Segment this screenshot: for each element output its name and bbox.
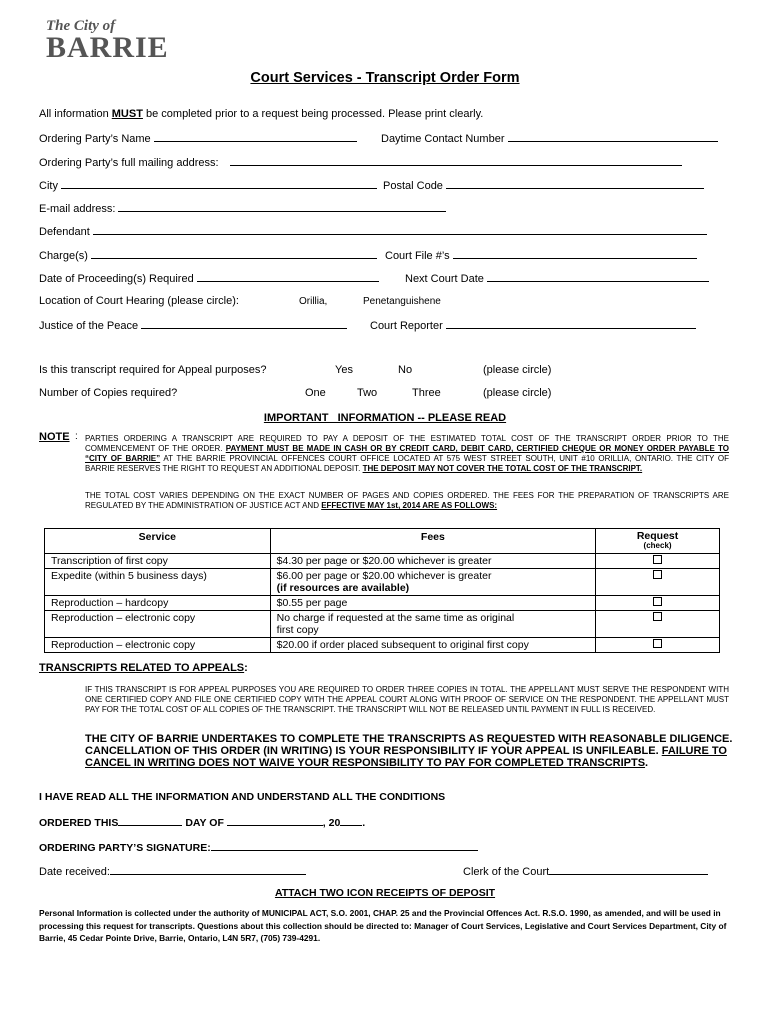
- charges-label: Charge(s): [39, 250, 88, 262]
- date-proceeding-field[interactable]: [39, 271, 379, 285]
- table-row: [45, 569, 720, 596]
- logo-line2: BARRIE: [46, 31, 169, 64]
- clerk-field[interactable]: [463, 864, 708, 878]
- postal-code-blank[interactable]: [446, 178, 704, 189]
- location-option-penetanguishene[interactable]: Penetanguishene: [363, 296, 441, 307]
- postal-code-field[interactable]: [383, 178, 704, 192]
- deposit-warning: THE DEPOSIT MAY NOT COVER THE TOTAL COST OF THE TRANSCRIPT.: [362, 464, 643, 473]
- court-reporter-label: Court Reporter: [370, 320, 443, 332]
- date-received-blank[interactable]: [110, 864, 306, 875]
- service-cell: Expedite (within 5 business days): [45, 569, 271, 596]
- email-label: E-mail address:: [39, 203, 116, 215]
- city-logo: [46, 18, 169, 65]
- note-label: NOTE: [39, 431, 70, 443]
- ordering-party-name-blank[interactable]: [154, 131, 357, 142]
- read-all-statement: I HAVE READ ALL THE INFORMATION AND UNDERSTAND ALL THE CONDITIONS: [39, 791, 446, 803]
- postal-code-label: Postal Code: [383, 180, 443, 192]
- justice-field[interactable]: [39, 318, 347, 332]
- charges-field[interactable]: [39, 248, 377, 262]
- payment-methods: PAYMENT MUST BE MADE IN CASH OR BY CREDIT CARD, DEBIT CARD, CERTIFIED CHEQUE OR MONEY ORDER PAYABLE TO “CITY OF BARRIE”: [85, 444, 729, 463]
- appeal-question: Is this transcript required for Appeal purposes?: [39, 364, 267, 376]
- signature-label: ORDERING PARTY’S SIGNATURE:: [39, 842, 211, 854]
- request-checkbox[interactable]: [653, 555, 662, 564]
- ordered-line[interactable]: ORDERED THIS DAY OF , 20 .: [39, 817, 366, 829]
- defendant-blank[interactable]: [93, 224, 707, 235]
- city-label: City: [39, 180, 58, 192]
- mailing-address-field[interactable]: [39, 155, 682, 169]
- date-proceeding-label: Date of Proceeding(s) Required: [39, 273, 194, 285]
- request-checkbox[interactable]: [653, 612, 662, 621]
- ordered-day-blank[interactable]: [118, 815, 182, 826]
- must-emphasis: MUST: [111, 108, 143, 120]
- fee-cell: $4.30 per page or $20.00 whichever is greater: [270, 554, 595, 569]
- table-row: [45, 554, 720, 569]
- justice-label: Justice of the Peace: [39, 320, 139, 332]
- email-blank[interactable]: [118, 201, 446, 212]
- fees-table: [44, 528, 720, 653]
- fee-cell: No charge if requested at the same time as original first copy: [270, 611, 595, 638]
- note-colon: :: [75, 431, 78, 442]
- request-checkbox[interactable]: [653, 570, 662, 579]
- next-court-date-field[interactable]: [405, 271, 709, 285]
- fees-header: Fees: [270, 529, 595, 554]
- request-header: Request (check): [596, 529, 720, 554]
- city-blank[interactable]: [61, 178, 377, 189]
- copies-two-option[interactable]: Two: [357, 387, 378, 399]
- fee-cell: $0.55 per page: [270, 596, 595, 611]
- request-checkbox[interactable]: [653, 639, 662, 648]
- court-file-blank[interactable]: [453, 248, 697, 259]
- appeal-yes-option[interactable]: Yes: [335, 364, 353, 376]
- form-title: Court Services - Transcript Order Form: [250, 70, 520, 86]
- clerk-label: Clerk of the Court: [463, 866, 550, 878]
- mailing-address-label: Ordering Party’s full mailing address:: [39, 157, 219, 169]
- daytime-contact-blank[interactable]: [508, 131, 718, 142]
- copies-circle-hint: (please circle): [483, 387, 552, 399]
- appeals-heading: TRANSCRIPTS RELATED TO APPEALS:: [39, 662, 248, 674]
- court-reporter-blank[interactable]: [446, 318, 696, 329]
- justice-blank[interactable]: [141, 318, 347, 329]
- charges-blank[interactable]: [91, 248, 377, 259]
- city-field[interactable]: [39, 178, 377, 192]
- request-checkbox[interactable]: [653, 597, 662, 606]
- daytime-contact-label: Daytime Contact Number: [381, 133, 505, 145]
- privacy-footer: Personal Information is collected under the authority of MUNICIPAL ACT, S.O. 2001, CHAP. 25 and the Provincial Offences Act. R.S.O. 1990, as amended, and will be used in processing this request for transcripts. Questions about this collection should be directed to: Manager of Court Services, Legislative and Court Services Department, City of Barrie, 45 Cedar Pointe Drive, Barrie, Ontario, L4N 5R7, (705) 739-4291.: [39, 908, 727, 943]
- note-paragraph-1: PARTIES ORDERING A TRANSCRIPT ARE REQUIRED TO PAY A DEPOSIT OF THE ESTIMATED TOTAL COST OF THE TRANSCRIPT ORDER PRIOR TO THE COMMENCEMENT OF THE ORDER. PAYMENT MUST BE MADE IN CASH OR BY CREDIT CARD, DEBIT CARD, CERTIFIED CHEQUE OR MONEY ORDER PAYABLE TO “CITY OF BARRIE” AT THE BARRIE PROVINCIAL OFFENCES COURT OFFICE LOCATED AT 575 WEST STREET SOUTH, UNIT #10 ORILLIA, ONTARIO. THE CITY OF BARRIE RESERVES THE RIGHT TO REQUEST AN ADDITIONAL DEPOSIT. THE DEPOSIT MAY NOT COVER THE TOTAL COST OF THE TRANSCRIPT.: [85, 434, 729, 473]
- email-field[interactable]: [39, 201, 446, 215]
- table-row: [45, 638, 720, 653]
- effective-date: EFFECTIVE MAY 1st, 2014 ARE AS FOLLOWS:: [321, 501, 498, 510]
- defendant-label: Defendant: [39, 226, 90, 238]
- copies-three-option[interactable]: Three: [412, 387, 441, 399]
- important-heading: IMPORTANT INFORMATION -- PLEASE READ: [263, 412, 507, 424]
- next-court-date-label: Next Court Date: [405, 273, 484, 285]
- ordered-month-blank[interactable]: [227, 815, 323, 826]
- fee-cell: $6.00 per page or $20.00 whichever is greater (if resources are available): [270, 569, 595, 596]
- fee-cell: $20.00 if order placed subsequent to original first copy: [270, 638, 595, 653]
- date-proceeding-blank[interactable]: [197, 271, 379, 282]
- court-reporter-field[interactable]: [370, 318, 696, 332]
- date-received-field[interactable]: [39, 864, 306, 878]
- ordering-party-name-label: Ordering Party’s Name: [39, 133, 151, 145]
- service-header: Service: [45, 529, 271, 554]
- defendant-field[interactable]: [39, 224, 707, 238]
- location-option-orillia[interactable]: Orillia,: [299, 296, 328, 307]
- appeal-circle-hint: (please circle): [483, 364, 552, 376]
- service-cell: Reproduction – electronic copy: [45, 611, 271, 638]
- ordered-year-blank[interactable]: [340, 815, 362, 826]
- next-court-date-blank[interactable]: [487, 271, 709, 282]
- service-cell: Reproduction – hardcopy: [45, 596, 271, 611]
- table-header-row: [45, 529, 720, 554]
- table-row: [45, 611, 720, 638]
- service-cell: Reproduction – electronic copy: [45, 638, 271, 653]
- appeal-no-option[interactable]: No: [398, 364, 413, 376]
- logo-line1: The City of: [46, 18, 116, 34]
- clerk-blank[interactable]: [549, 864, 708, 875]
- ordering-party-name-field[interactable]: [39, 131, 357, 145]
- attach-receipts-notice: ATTACH TWO ICON RECEIPTS OF DEPOSIT: [274, 887, 496, 899]
- note-paragraph-2: THE TOTAL COST VARIES DEPENDING ON THE EXACT NUMBER OF PAGES AND COPIES ORDERED. THE FEES FOR THE PREPARATION OF TRANSCRIPTS ARE REGULATED BY THE ADMINISTRATION OF JUSTICE ACT AND EFFECTIVE MAY 1st, 2014 ARE AS FOLLOWS:: [85, 491, 729, 510]
- daytime-contact-field[interactable]: [381, 131, 718, 145]
- table-row: [45, 596, 720, 611]
- date-received-label: Date received:: [39, 866, 110, 878]
- court-file-label: Court File #’s: [385, 250, 450, 262]
- undertaking-paragraph: THE CITY OF BARRIE UNDERTAKES TO COMPLETE THE TRANSCRIPTS AS REQUESTED WITH REASONABLE DILIGENCE. CANCELLATION OF THIS ORDER (IN WRITING) IS YOUR RESPONSIBILITY IF YOUR APPEAL IS UNFILEABLE. FAILURE TO CANCEL IN WRITING DOES NOT WAIVE YOUR RESPONSIBILITY TO PAY FOR COMPLETED TRANSCRIPTS.: [85, 733, 733, 769]
- intro-text: All information MUST be completed prior to a request being processed. Please print clearly.: [39, 108, 484, 120]
- service-cell: Transcription of first copy: [45, 554, 271, 569]
- court-file-field[interactable]: [385, 248, 697, 262]
- mailing-address-blank[interactable]: [230, 155, 682, 166]
- appeals-paragraph: IF THIS TRANSCRIPT IS FOR APPEAL PURPOSES YOU ARE REQUIRED TO ORDER THREE COPIES IN TOTAL. THE APPELLANT MUST SERVE THE RESPONDENT WITH ONE CERTIFIED COPY AND FILE ONE CERTIFIED COPY WITH THE APPEAL COURT ALONG WITH PROOF OF SERVICE ON THE RESPONDENT. THE APPELLANT MUST PAY FOR THE TOTAL COST OF ALL COPIES OF THE TRANSCRIPT. THE TRANSCRIPT WILL NOT BE RELEASED UNTIL PAYMENT IN FULL IS RECEIVED.: [85, 685, 729, 714]
- location-label: Location of Court Hearing (please circle):: [39, 295, 239, 307]
- copies-question: Number of Copies required?: [39, 387, 178, 399]
- copies-one-option[interactable]: One: [305, 387, 326, 399]
- fee-note: (if resources are available): [276, 582, 410, 594]
- signature-blank[interactable]: [211, 840, 478, 851]
- signature-line[interactable]: [39, 840, 478, 854]
